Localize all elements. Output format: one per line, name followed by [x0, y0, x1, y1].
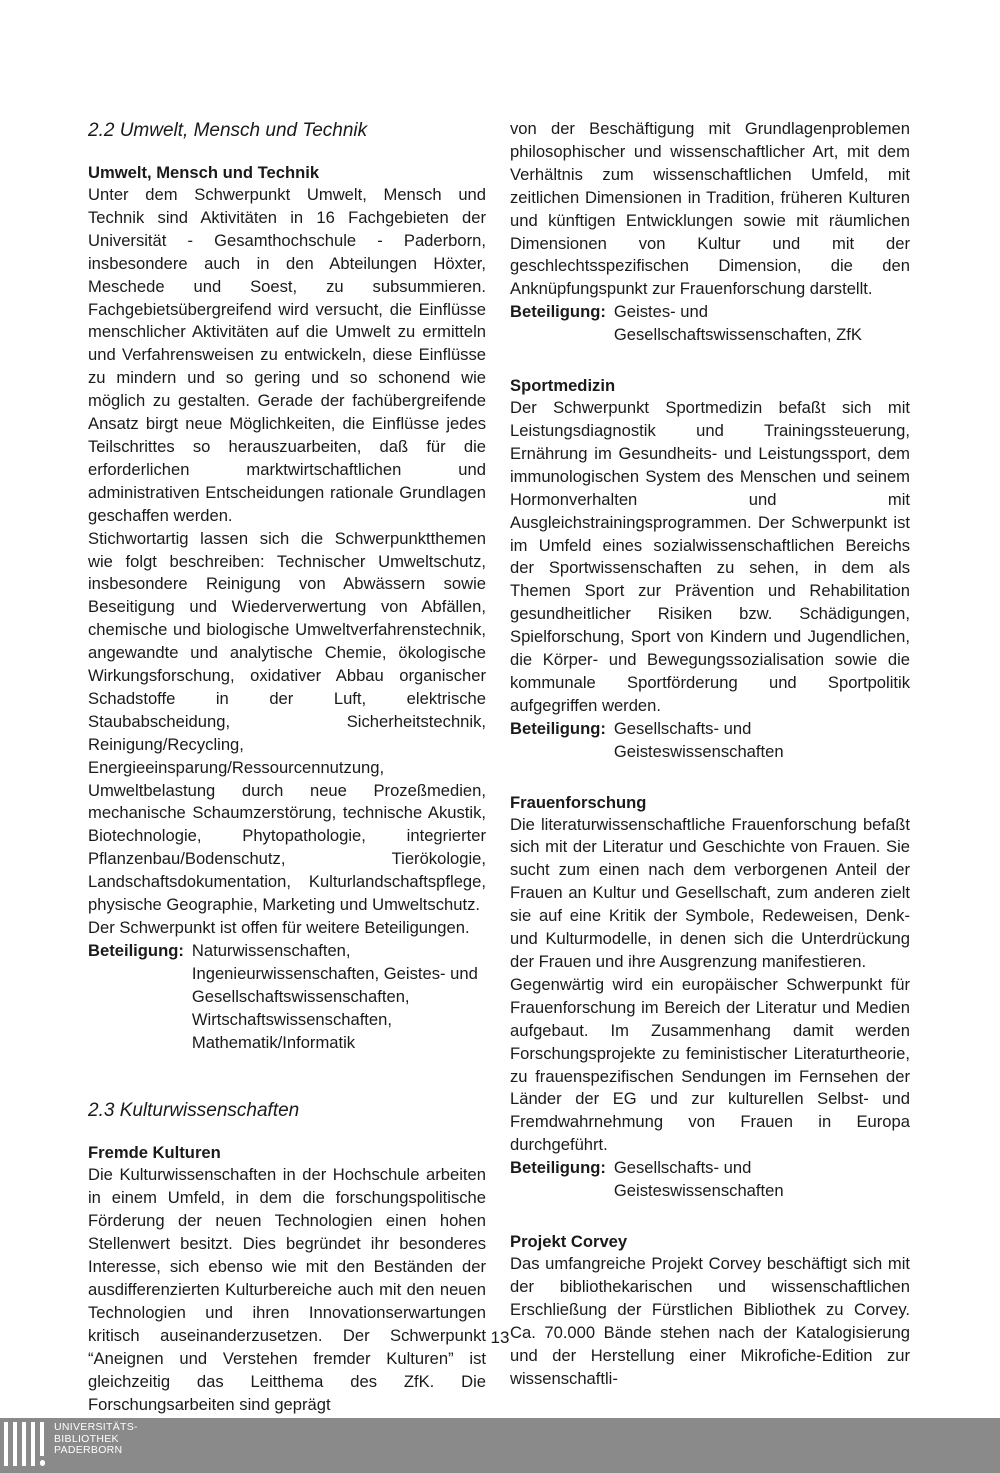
- participation-value: Gesellschafts- und Geisteswissenschaften: [613, 718, 784, 761]
- library-name-line-3: PADERBORN: [54, 1444, 123, 1456]
- library-name: [54, 1422, 138, 1457]
- participation-umwelt: [88, 940, 486, 1055]
- paragraph-fremde-1: Die Kulturwissenschaften in der Hochschule arbeiten in einem Umfeld, in dem die forschungspolitische Förderung der neuen Technologien einen hohen Stellenwert besitzt. Dies begründet ihr besonderes Interesse, sich ebenso wie mit den Beständen der ausdifferenzierten Kulturbereiche auch mit den neuen Technologien und ihren Innovationserwartungen kritisch auseinanderzusetzen. Der Schwerpunkt “Aneignen und Verstehen fremder Kulturen” ist gleichzeitig das Leitthema des ZfK. Die Forschungsarbeiten sind geprägt: [88, 1165, 486, 1414]
- participation-label: Beteiligung:: [510, 718, 606, 738]
- paragraph-umwelt-3: Der Schwerpunkt ist offen für weitere Beteiligungen.: [88, 918, 470, 937]
- participation-frauen: [510, 1157, 910, 1203]
- participation-fremde: [510, 301, 910, 347]
- participation-sport: [510, 718, 910, 764]
- participation-value: Naturwissenschaften, Ingenieurwissenschaften, Geistes- und Gesellschaftswissenschaften, Wirtschaftswissenschaften, Mathematik/Informatik: [191, 940, 478, 1052]
- subheading-frauenforschung: Frauenforschung: [510, 792, 647, 812]
- page-number: 13: [490, 1328, 510, 1347]
- library-footer-bar: [0, 1418, 1000, 1473]
- library-name-line-1: UNIVERSITÄTS-: [54, 1421, 138, 1433]
- participation-label: Beteiligung:: [510, 1158, 606, 1178]
- paragraph-sport-1: Der Schwerpunkt Sportmedizin befaßt sich mit Leistungsdiagnostik und Trainingssteuerung, Ernährung im Gesundheits- und Leistungssport, dem immunologischen System des Menschen und seinem Hormonverhalten und mit Ausgleichstrainingsprogrammen. Der Schwerpunkt ist im Umfeld eines sozialwissenschaftlichen Bereichs der Sportwissenschaften zu sehen, in dem als Themen Sport zur Prävention und Rehabilitation gesundheitlicher Risiken bzw. Schädigungen, Spielforschung, Sport von Kindern und Jugendlichen, die Körper- und Bewegungssozialisation sowie die kommunale Sportförderung und Sportpolitik aufgegriffen werden.: [510, 398, 910, 715]
- section-title-kultur: 2.3 Kulturwissenschaften: [88, 1100, 300, 1122]
- paragraph-umwelt-2: Stichwortartig lassen sich die Schwerpunktthemen wie folgt beschreiben: Technischer Umweltschutz, insbesondere Reinigung von Abwässern sowie Beseitigung und Wiederverwertung von Abfällen, chemische und biologische Umweltverfahrenstechnik, angewandte und analytische Chemie, ökologische Wirkungsforschung, oxidativer Abbau organischer Schadstoffe in der Luft, elektrische Staubabscheidung, Sicherheitstechnik, Reinigung/Recycling, Energieeinsparung/Ressourcennutzung, Umweltbelastung durch neue Prozeßmedien, mechanische Schaumzerstörung, technische Akustik, Biotechnologie, Phytopathologie, integrierter Pflanzenbau/Bodenschutz, Tierökologie, Landschaftsdokumentation, Kulturlandschaftspflege, physische Geographie, Marketing und Umweltschutz.: [88, 528, 486, 915]
- subheading-projekt-corvey: Projekt Corvey: [510, 1231, 628, 1251]
- participation-value: Geistes- und Gesellschaftswissenschaften, ZfK: [613, 302, 862, 345]
- left-column: [88, 118, 486, 1416]
- library-name-line-2: BIBLIOTHEK: [54, 1432, 119, 1445]
- library-logo-icon: [4, 1422, 48, 1470]
- paragraph-frauen-2: Gegenwärtig wird ein europäischer Schwerpunkt für Frauenforschung im Bereich der Literatur und Medien aufgebaut. Im Zusammenhang damit werden Forschungsprojekte zu feministischer Literaturtheorie, zu frauenspezifischen Sendungen im Fernsehen der Länder der EG und zur kulturellen Selbst- und Fremdwahrnehmung von Frauen in Europa durchgeführt.: [510, 974, 910, 1155]
- paragraph-frauen-1: Die literaturwissenschaftliche Frauenforschung befaßt sich mit der Literatur und Geschichte von Frauen. Sie sucht zum einen nach dem verborgenen Anteil der Frauen an Kultur und Gesellschaft, zum anderen zielt sie auf eine Kritik der Symbole, Redeweisen, Denk- und Kulturmodelle, in denen sich die Unterdrückung der Frauen und ihre Ausgrenzung manifestieren.: [510, 814, 910, 971]
- participation-value: Gesellschafts- und Geisteswissenschaften: [613, 1158, 784, 1201]
- subheading-sportmedizin: Sportmedizin: [510, 376, 616, 396]
- subheading-fremde-kulturen: Fremde Kulturen: [88, 1143, 221, 1163]
- section-title-umwelt: 2.2 Umwelt, Mensch und Technik: [88, 120, 368, 141]
- right-column: [510, 118, 910, 1390]
- paragraph-fremde-cont: von der Beschäftigung mit Grundlagenproblemen philosophischer und wissenschaftlicher Art, mit dem Verhältnis zum wissenschaftlichen Umfeld, mit zeitlichen Dimensionen in Tradition, früheren Kulturen und künftigen Entwicklungen sowie mit räumlichen Dimensionen von Kultur und mit der geschlechtsspezifischen Dimension, die den Anknüpfungspunkt zur Frauenforschung darstellt.: [510, 119, 910, 299]
- participation-label: Beteiligung:: [510, 302, 606, 322]
- paragraph-umwelt-1: Unter dem Schwerpunkt Umwelt, Mensch und Technik sind Aktivitäten in 16 Fachgebieten der Universität - Gesamthochschule - Paderborn, insbesondere auch in den Abteilungen Höxter, Meschede und Soest, zu subsummieren. Fachgebietsübergreifend wird versucht, die Einflüsse menschlicher Aktivitäten auf die Umwelt zu ermitteln und Verfahrensweisen zu entwickeln, diese Einflüsse zu mindern und so gering und so schonend wie möglich zu gestalten. Gerade der fachübergreifende Ansatz birgt neue Möglichkeiten, die Einflüsse jedes Teilschrittes so herauszuarbeiten, daß für die erforderlichen marktwirtschaftlichen und administrativen Entscheidungen rationale Grundlagen geschaffen werden.: [88, 185, 486, 525]
- paragraph-corvey-1: Das umfangreiche Projekt Corvey beschäftigt sich mit der bibliothekarischen und wissenschaftlichen Erschließung der Fürstlichen Bibliothek zu Corvey. Ca. 70.000 Bände stehen nach der Katalogisierung und der Herstellung einer Mikrofiche-Edition zur wissenschaftli-: [510, 1253, 910, 1388]
- participation-label: Beteiligung:: [88, 940, 184, 960]
- subheading-umwelt: Umwelt, Mensch und Technik: [88, 163, 320, 182]
